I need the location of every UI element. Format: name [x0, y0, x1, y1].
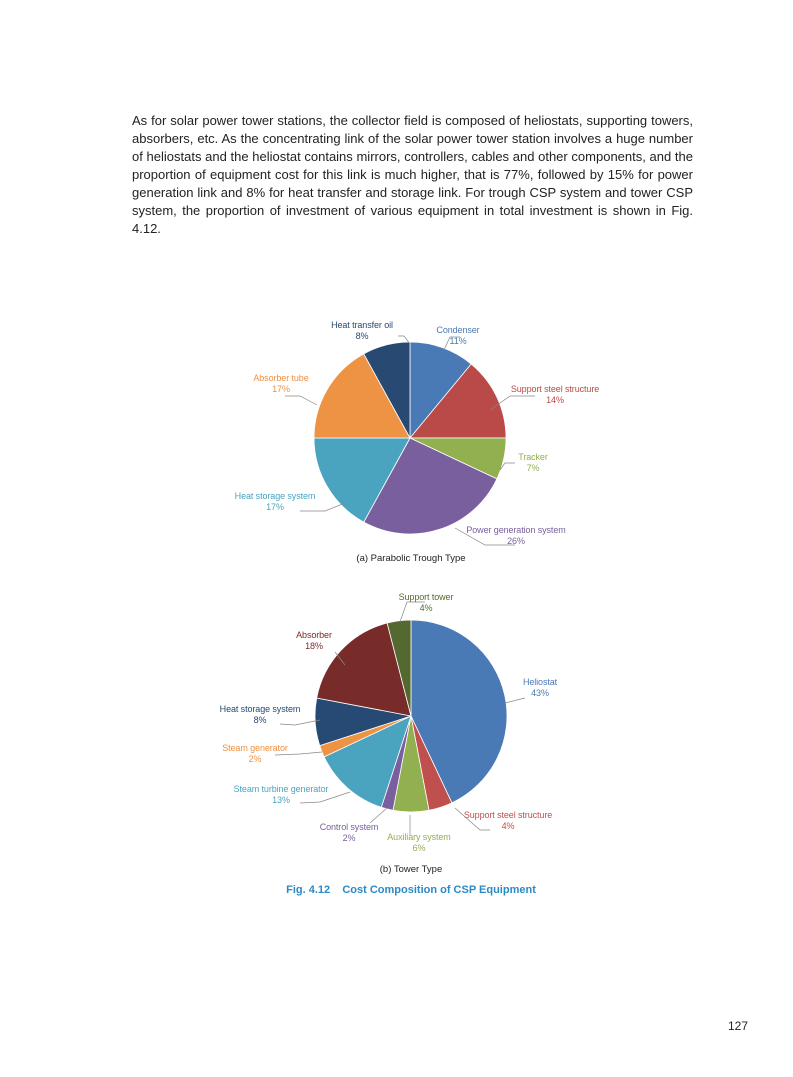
label-support-steel-structure-b: Support steel structure 4%: [463, 810, 553, 831]
label-heat-transfer-oil: Heat transfer oil 8%: [331, 320, 393, 341]
label-steam-turbine-generator: Steam turbine generator 13%: [233, 784, 329, 805]
label-heat-storage-system-b: Heat storage system 8%: [219, 704, 301, 725]
label-control-system: Control system 2%: [319, 822, 379, 843]
caption-tower: (b) Tower Type: [379, 864, 443, 875]
figure-caption: Fig. 4.12 Cost Composition of CSP Equipment: [286, 884, 536, 896]
label-heliostat: Heliostat 43%: [522, 677, 558, 698]
label-steam-generator: Steam generator 2%: [222, 743, 288, 764]
label-power-generation-system: Power generation system 26%: [466, 525, 566, 546]
label-tracker: Tracker 7%: [518, 452, 548, 473]
page-number: 127: [728, 1019, 749, 1033]
label-heat-storage-system-a: Heat storage system 17%: [234, 491, 316, 512]
label-support-steel-structure-a: Support steel structure 14%: [510, 384, 600, 405]
caption-trough: (a) Parabolic Trough Type: [356, 553, 466, 564]
body-paragraph: As for solar power tower stations, the collector field is composed of heliostats, supporting towers, absorbers, etc. As the concentrating link of the solar power tower station involves a huge number of heliostats and the heliostat contains mirrors, controllers, cables and other components, and the proportion of equipment cost for this link is much higher, that is 77%, followed by 15% for power generation link and 8% for heat transfer and storage link. For trough CSP system and tower CSP system, the proportion of investment of various equipment in total investment is shown in Fig. 4.12.: [132, 113, 693, 236]
label-absorber: Absorber 18%: [296, 630, 332, 651]
label-condenser: Condenser 11%: [436, 325, 480, 346]
label-support-tower: Support tower 4%: [398, 592, 454, 613]
label-auxiliary-system: Auxiliary system 6%: [387, 832, 451, 853]
label-absorber-tube: Absorber tube 17%: [253, 373, 309, 394]
